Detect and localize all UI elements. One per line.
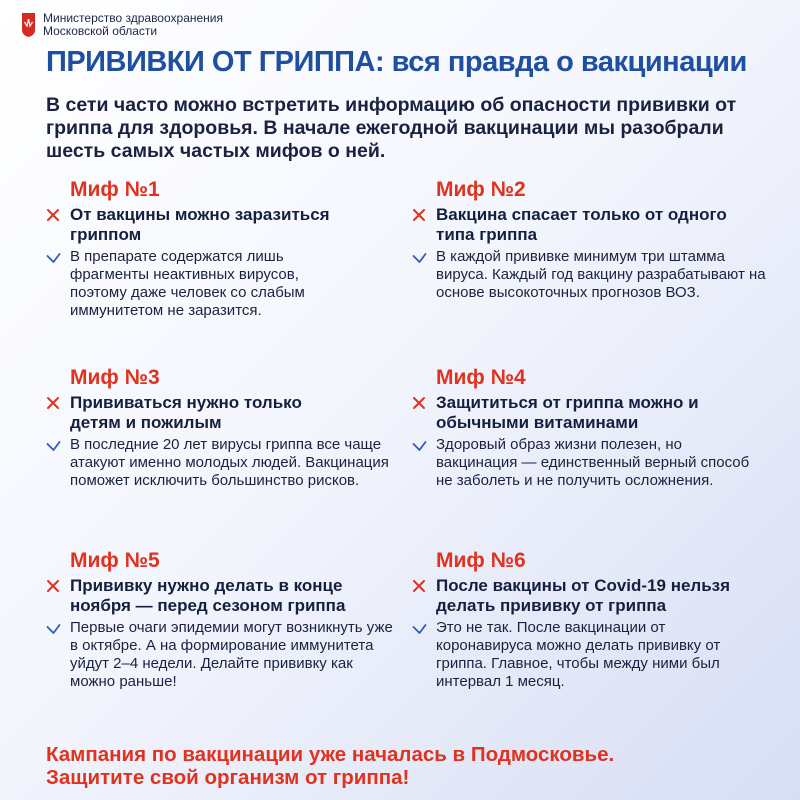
cta-line-2: Защитите свой организм от гриппа! — [46, 766, 410, 789]
myth-truth: В последние 20 лет вирусы гриппа все чаще атакуют именно молодых людей. Вакцинация поможет исключить большинство рисков. — [70, 436, 389, 489]
title-main: ПРИВИВКИ ОТ ГРИППА: — [46, 46, 385, 78]
check-icon — [412, 619, 436, 635]
myth-label: Миф №6 — [436, 549, 526, 572]
cross-icon — [412, 205, 436, 222]
myth-claim: После вакцины от Covid-19 нельзя делать прививку от гриппа — [436, 576, 731, 615]
check-icon — [46, 619, 70, 635]
myth-card-6 — [412, 549, 767, 691]
cross-icon — [412, 393, 436, 410]
myth-label: Миф №2 — [436, 178, 526, 201]
myth-label: Миф №4 — [436, 366, 526, 389]
check-icon — [412, 436, 436, 452]
myth-label: Миф №1 — [70, 178, 160, 201]
page-title — [46, 46, 747, 79]
cross-icon — [412, 576, 436, 593]
check-icon — [46, 436, 70, 452]
moscow-oblast-crest-icon — [22, 13, 35, 37]
myth-card-4 — [412, 366, 767, 490]
myth-claim: От вакцины можно заразиться гриппом — [70, 205, 330, 244]
myth-card-2 — [412, 178, 767, 302]
cross-icon — [46, 576, 70, 593]
myth-card-3 — [46, 366, 401, 490]
myth-card-5 — [46, 549, 401, 691]
myth-claim: Прививаться нужно только детям и пожилым — [70, 393, 302, 432]
myth-truth: В каждой прививке минимум три штамма вируса. Каждый год вакцину разрабатывают на основе высокоточных прогнозов ВОЗ. — [436, 248, 766, 301]
myth-label: Миф №5 — [70, 549, 160, 572]
cross-icon — [46, 393, 70, 410]
call-to-action — [46, 743, 614, 789]
org-line-1: Министерство здравоохранения — [43, 11, 223, 25]
title-sub: вся правда о вакцинации — [391, 46, 747, 78]
myth-claim: Защититься от гриппа можно и обычными витаминами — [436, 393, 699, 432]
cross-icon — [46, 205, 70, 222]
myth-truth: Здоровый образ жизни полезен, но вакцинация — единственный верный способ не заболеть и не получить осложнения. — [436, 436, 750, 489]
myth-label: Миф №3 — [70, 366, 160, 389]
check-icon — [46, 248, 70, 264]
check-icon — [412, 248, 436, 264]
myth-card-1 — [46, 178, 401, 320]
myth-truth: Это не так. После вакцинации от коронавируса можно делать прививку от гриппа. Главное, чтобы между ними был интервал 1 месяц. — [436, 619, 721, 690]
myth-truth: Первые очаги эпидемии могут возникнуть уже в октябре. А на формирование иммунитета уйдут 2–4 недели. Делайте прививку как можно раньше! — [70, 619, 393, 690]
org-line-2: Московской области — [43, 24, 158, 38]
myth-claim: Прививку нужно делать в конце ноября — перед сезоном гриппа — [70, 576, 346, 615]
intro-text: В сети часто можно встретить информацию об опасности прививки от гриппа для здоровья. В начале ежегодной вакцинации мы разобрали шесть самых частых мифов о ней. — [46, 94, 737, 162]
header — [22, 12, 223, 38]
myth-truth: В препарате содержатся лишь фрагменты неактивных вирусов, поэтому даже человек со слабым иммунитетом не заразится. — [70, 248, 305, 319]
myth-claim: Вакцина спасает только от одного типа гриппа — [436, 205, 727, 244]
organization-name — [43, 12, 223, 38]
cta-line-1: Кампания по вакцинации уже началась в Подмосковье. — [46, 743, 615, 766]
